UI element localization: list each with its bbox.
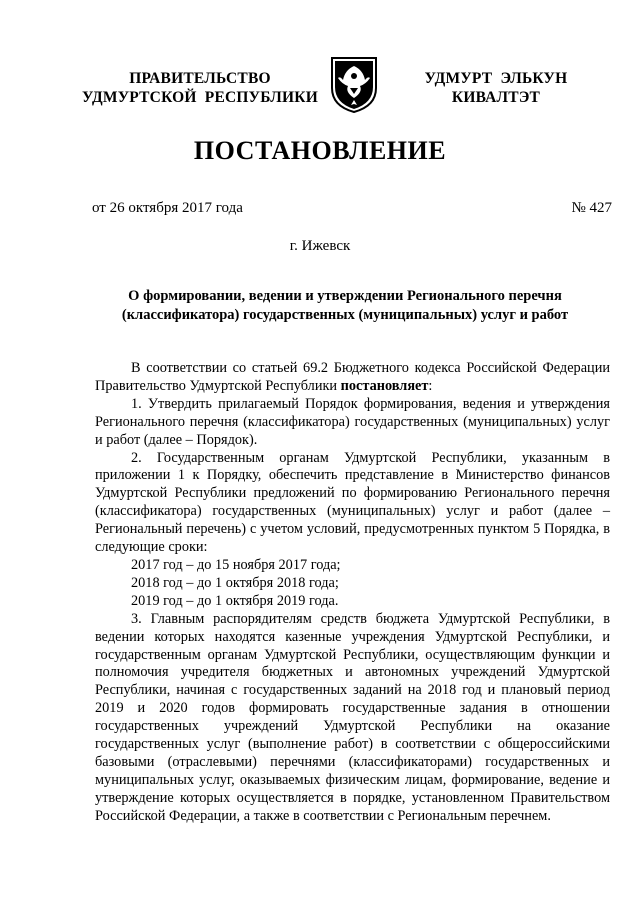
clause-1: 1. Утвердить прилагаемый Порядок формирования, ведения и утверждения Регионального перечня (классификатора) государственных (муниципальных) услуг и работ (далее – Порядок). [95,395,610,448]
clause-3: 3. Главным распорядителям средств бюджета Удмуртской Республики, в ведении которых находятся казенные учреждения Удмуртской Республики, и государственным органам Удмуртской Республики, осуществляющим функции и полномочия учредителя бюджетных и автономных учреждений Удмуртской Республики, начиная с государственных заданий на 2018 год и плановый период 2019 и 2020 годов формировать государственные задания в отношении государственных учреждений Удмуртской Республики на оказание государственных услуг (выполнение работ) в соответствии с общероссийскими базовыми (отраслевыми) перечнями (классификаторами) государственных и муниципальных услуг, оказываемых физическим лицам, формирование, ведение и утверждение которых осуществляется в порядке, установленном Правительством Российской Федерации, а также в соответствии с Региональным перечнем. [95,610,610,824]
document-date: от 26 октября 2017 года [92,200,243,216]
issuer-name-russian [82,69,318,107]
issuer-udmurt-line-1: УДМУРТ ЭЛЬКУН [424,70,568,87]
document-number: № 427 [571,200,612,216]
document-subject [100,287,590,325]
preamble-paragraph [95,360,610,396]
issuer-name-udmurt [416,69,576,107]
issuer-udmurt-line-2: КИВАЛТЭТ [451,89,541,106]
document-title: ПОСТАНОВЛЕНИЕ [193,136,447,165]
udmurt-coat-of-arms-icon [328,54,380,114]
deadline-2018: 2018 год – до 1 октября 2018 года; [131,574,339,591]
clause-2: 2. Государственным органам Удмуртской Республики, указанным в приложении 1 к Порядку, обеспечить представление в Министерство финансов Удмуртской Республики предложений по формированию Регионального перечня (классификатора) государственных (муниципальных) услуг и работ (далее – Региональный перечень) с учетом условий, предусмотренных пунктом 5 Порядка, в следующие сроки: [95,449,610,556]
deadline-2019: 2019 год – до 1 октября 2019 года. [131,592,339,609]
subject-line-1: О формировании, ведении и утверждении Регионального перечня [128,288,562,304]
document-body [95,360,610,826]
preamble-text: В соответствии со статьей 69.2 Бюджетного кодекса Российской Федерации Правительство Удмуртской Республики [95,360,610,394]
subject-line-2: (классификатора) государственных (муниципальных) услуг и работ [121,307,569,323]
deadline-2017: 2017 год – до 15 ноября 2017 года; [131,556,341,573]
document-city: г. Ижевск [289,238,351,254]
issuer-line-1: ПРАВИТЕЛЬСТВО [129,70,271,87]
preamble-colon: : [428,377,433,394]
preamble-decree-word: постановляет [340,377,429,394]
issuer-line-2: УДМУРТСКОЙ РЕСПУБЛИКИ [82,89,318,106]
